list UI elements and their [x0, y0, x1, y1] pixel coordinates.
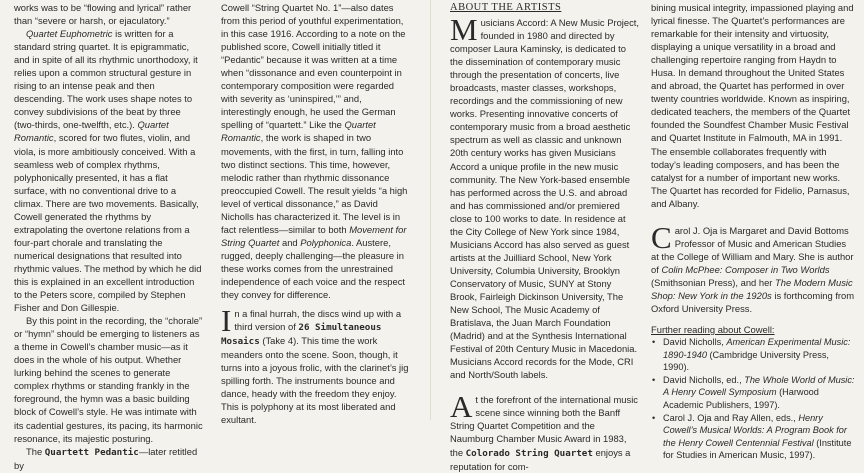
col1-paragraph-2 [14, 27, 203, 314]
col2-p1-and: and [279, 236, 301, 248]
column-1 [14, 1, 203, 471]
list-item [661, 374, 855, 412]
col3-p2-text-2: enjoys a reputation for com- [450, 446, 631, 472]
column-4 [651, 1, 855, 461]
drop-cap: A [450, 389, 473, 425]
ref-author: Carol J. Oja and Ray Allen, eds., [663, 412, 799, 423]
column-3 [450, 1, 639, 472]
book-title-modern-music-shop: The Modern Music Shop: New York in the 1920s [651, 276, 853, 301]
col2-p2-text: n a final hurrah, the discs wind up with a third version of [234, 308, 402, 333]
page-fold [430, 0, 431, 420]
further-reading [651, 323, 855, 462]
drop-cap: I [221, 303, 232, 339]
further-reading-title: Further reading about Cowell: [651, 324, 775, 336]
ensemble-name-colorado: Colorado String Quartet [465, 447, 593, 459]
ref-publisher: (Cambridge University Press, 1990). [663, 349, 829, 373]
ref-author: David Nicholls, [663, 337, 727, 348]
work-title-quartett-pedantic: Quartett Pedantic [44, 446, 139, 458]
work-title-movement: Movement for String Quartet [221, 223, 407, 248]
drop-cap: C [651, 219, 672, 255]
col2-p1-text-2: , the work is shaped in two movements, with the first, in turn, falling into two distinct sections. This time, however, melodic rather than rhythmic dissonance preoccupied Cowell. The result yields “a high level of vertical dissonance,” as David Nicholls has characterized it. The level is in fact relentless—similar to both [221, 132, 408, 235]
list-item [661, 336, 855, 374]
drop-cap: M [450, 12, 478, 47]
col4-paragraph-1: bining musical integrity, impassioned playing and lyrical finesse. The Quartet’s performances are remarkable for their intensity and virtuosity, displaying a unique versatility in a broad and challenging repertoire ranging from Haydn to Husa. In demand throughout the United States and abroad, the Quartet has performed in over twenty countries worldwide. Known as inspiring, dedicated teachers, the members of the Quartet founded the Soundfest Chamber Music Festival and Quartet Institute in Falmouth, MA in 1991. The ensemble collaborates frequently with today’s leading composers, and has been the catalyst for a number of important new works. The Quartet has recorded for Fidelio, Parnasus, and Albany. [651, 2, 854, 209]
work-title-polyphonica: Polyphonica [300, 236, 352, 248]
ref-publisher: (Harwood Academic Publishers, 1997). [663, 387, 819, 411]
col3-paragraph-1 [450, 12, 639, 381]
col1-paragraph-4 [14, 445, 203, 472]
list-item [661, 412, 855, 462]
col3-p2-text: t the forefront of the international music scene since winning both the Banff String Quartet Competition and the Naumburg Chamber Music Award in 1983, the [450, 394, 638, 458]
book-title-mcphee: Colin McPhee: Composer in Two Worlds [661, 263, 830, 275]
col2-paragraph-1 [221, 1, 412, 301]
col2-p2-text-2: (Take 4). This time the work meanders onto the scene. Soon, though, it turns into a joyous frolic, with the clarinet’s jig spilling forth. The instruments bounce and dance, heady with the freedom they enjoy. This is polyphony at its most liberated and exultant. [221, 335, 409, 426]
work-title-quartet-romantic-2: Quartet Romantic [221, 119, 376, 144]
ref-title: Henry Cowell’s Musical Worlds: A Program Book for the Henry Cowell Centennial Festival [663, 412, 847, 448]
work-title-quartet-euphometric: Quartet Euphometric [26, 28, 113, 40]
ref-title: American Experimental Music: 1890-1940 [663, 337, 851, 360]
work-title-mosaics: 26 Simultaneous Mosaics [221, 322, 382, 348]
col1-paragraph-3: By this point in the recording, the “chorale” or “hymn” should be emerging to listeners as a theme in Cowell’s chamber music—as it does in the whole of his output. Whether lurking behind the scenes to generate complex rhythms or standing frankly in the foreground, the hymn was a basic building block of Cowell’s style. He was intimate with its cadential gestures, its pacing, its harmonic resonance, its majestic posturing. [14, 315, 203, 444]
col1-p4-text: —later retitled by [14, 445, 198, 471]
ref-title: The Whole World of Music: A Henry Cowell Symposium [663, 374, 855, 398]
ref-author: David Nicholls, ed., [663, 374, 745, 385]
section-heading: ABOUT THE ARTISTS [450, 2, 562, 13]
col1-paragraph-1: works was to be “flowing and lyrical” rather than “severe or harsh, or ejaculatory.” [14, 2, 192, 27]
ref-publisher: (Institute for Studies in American Music, 1997). [663, 437, 852, 461]
col3-p1-text: , founded in 1980 and directed by composer Laura Kaminsky, is dedicated to the dissemination of contemporary music through the presentation of concerts, live broadcasts, master classes, workshops, recordings and the commissioning of new works. Presenting innovative concerts of contemporary music from a broad aesthetic spectrum as well as classic and unknown 20th century works has given Musicians Accord a unique profile in the new music community. The New York-based ensemble has performed across the U.S. and abroad and has commissioned and/or premiered close to 100 works to date. In residence at the City College of New York since 1984, Musicians Accord has also served as guest artists at the Juilliard School, New York University, Columbia University, Brooklyn Conservatory of Music, SUNY at Stony Brook, Fairleigh Dickinson University, The New School, The Music Academy of Bratislava, the Juan March Foundation (Madrid) and at the Synthesis International Festival of 20th Century Music in Macedonia. Musicians Accord records for the Mode, CRI and North/South labels. [450, 17, 639, 381]
col1-p4-lead: The [26, 445, 45, 457]
col2-p1-end: . Austere, rugged, deeply challenging—the pleasure in these works comes from the unrestrained independence of each voice and the respect they convey for difference. [221, 236, 405, 301]
reference-list [651, 336, 855, 462]
col1-p2-text-2: , scored for two flutes, violin, and viola, is more ambitiously conceived. With a seamless web of complex rhythms, polyphonically presented, it has a flat surface, with no conventional drive to a climax. There are two movements. Basically, Cowell generated the rhythms by extrapolating the overtone relations from a four-part chorale and translating the numerical designations that resulted into rhythmic values. The method by which he did this is explained in an excellent introduction to the Peters score, compiled by Stephen Fisher and Don Gillespie. [14, 132, 202, 314]
col1-p2-text: is written for a standard string quartet. It is epigrammatic, and in spite of all its rhythmic unorthodoxy, it relies upon a common structural gesture in rising to an intense peak and then descending. The work uses shape notes to convey subdivisions of the beat by three (two-thirds, one-twelfth, etc.). [14, 28, 198, 131]
col4-paragraph-2 [651, 219, 855, 315]
col3-paragraph-2 [450, 389, 639, 472]
column-2 [221, 1, 412, 426]
col4-p2-text-3: is forthcoming from Oxford University Press. [651, 289, 855, 315]
col4-p2-text: arol J. Oja is Margaret and David Bottoms Professor of Music and American Studies at the College of William and Mary. She is author of [651, 224, 854, 275]
work-title-quartet-romantic: Quartet Romantic [14, 119, 169, 144]
ensemble-name: usicians Accord: A New Music Project [480, 17, 637, 28]
col2-paragraph-2 [221, 303, 412, 426]
col4-p2-text-2: (Smithsonian Press), and her [651, 276, 776, 288]
col2-p1-text: Cowell “String Quartet No. 1”—also dates from this period of youthful experimentation, in this case 1916. According to a note on the published score, Cowell initially titled it “Pedantic” because it was written at a time when “dissonance and even counterpoint in contemporary composition were regarded with severity as ‘uninspired,’” and, interestingly enough, he used the German spelling of “quartett.” Like the [221, 2, 406, 131]
